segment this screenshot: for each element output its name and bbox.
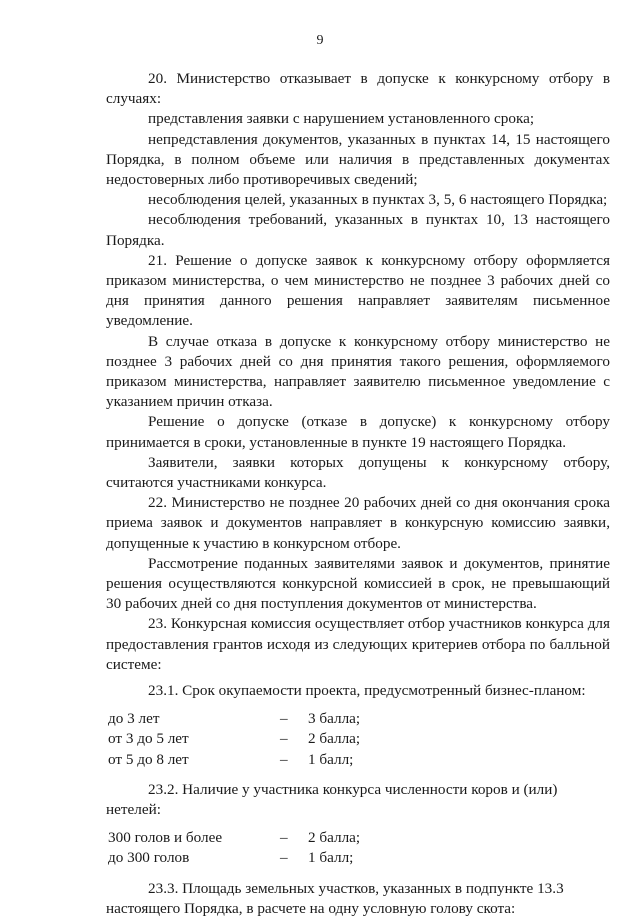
score-dash: – <box>280 710 288 728</box>
paragraph-20-case-1: представления заявки с нарушением установленного срока; <box>148 110 535 128</box>
score-dash: – <box>280 730 288 748</box>
paragraph-20-case-2: непредставления документов, указанных в пунктах 14, 15 настоящего Порядка, в полном объеме или наличия в представленных документах недостоверных либо противоречивых сведений; <box>106 130 610 189</box>
score-row <box>106 848 610 868</box>
score-row <box>106 828 610 848</box>
score-dash: – <box>280 750 288 768</box>
criterion-23-2-scores <box>106 828 610 868</box>
paragraph-20: 20. Министерство отказывает в допуске к конкурсному отбору в случаях: <box>106 70 610 108</box>
paragraph-22-review: Рассмотрение поданных заявителями заявок и документов, принятие решения осуществляются конкурсной комиссией в срок, не превышающий 30 рабочих дней со дня поступления документов от министерства. <box>106 554 610 613</box>
paragraph-20-case-3: несоблюдения целей, указанных в пунктах 3, 5, 6 настоящего Порядка; <box>148 191 608 209</box>
score-range: от 3 до 5 лет <box>108 730 189 748</box>
criterion-23-1-scores <box>106 709 610 770</box>
score-value: 1 балл; <box>308 750 354 768</box>
score-range: до 300 голов <box>108 849 190 867</box>
paragraph-21: 21. Решение о допуске заявок к конкурсному отбору оформляется приказом министерства, о чем министерство не позднее 3 рабочих дней со дня принятия данного решения направляет заявителям письменное уведомление. <box>106 251 610 330</box>
score-dash: – <box>280 849 288 867</box>
score-range: до 3 лет <box>108 710 160 728</box>
paragraph-23: 23. Конкурсная комиссия осуществляет отбор участников конкурса для предоставления грантов исходя из следующих критериев отбора по балльной системе: <box>106 615 610 673</box>
score-value: 2 балла; <box>308 829 361 847</box>
document-body <box>106 69 610 919</box>
paragraph-20-case-4: несоблюдения требований, указанных в пунктах 10, 13 настоящего Порядка. <box>106 211 610 249</box>
score-row <box>106 709 610 729</box>
paragraph-22: 22. Министерство не позднее 20 рабочих дней со дня окончания срока приема заявок и документов направляет в конкурсную комиссию заявки, допущенные к участию в конкурсном отборе. <box>106 494 610 552</box>
page-number: 9 <box>316 33 324 48</box>
score-value: 1 балл; <box>308 849 354 867</box>
score-row <box>106 729 610 749</box>
score-value: 2 балла; <box>308 730 361 748</box>
criterion-23-3-title: 23.3. Площадь земельных участков, указанных в подпункте 13.3 настоящего Порядка, в расчете на одну условную голову скота: <box>106 879 564 917</box>
score-range: от 5 до 8 лет <box>108 750 189 768</box>
criterion-23-2-title: 23.2. Наличие у участника конкурса численности коров и (или) нетелей: <box>106 780 558 819</box>
score-dash: – <box>280 829 288 847</box>
score-range: 300 голов и более <box>108 829 223 847</box>
criterion-23-1-title: 23.1. Срок окупаемости проекта, предусмотренный бизнес-планом: <box>148 682 586 700</box>
paragraph-21-participants: Заявители, заявки которых допущены к конкурсному отбору, считаются участниками конкурса. <box>106 453 610 492</box>
paragraph-21-deadline: Решение о допуске (отказе в допуске) к конкурсному отбору принимается в сроки, установленные в пункте 19 настоящего Порядка. <box>106 413 610 451</box>
paragraph-21-refusal: В случае отказа в допуске к конкурсному отбору министерство не позднее 3 рабочих дней со дня принятия такого решения, оформляемого приказом министерства, направляет заявителю письменное уведомление с указанием причин отказа. <box>106 332 610 411</box>
score-row <box>106 750 610 770</box>
score-value: 3 балла; <box>308 710 361 728</box>
